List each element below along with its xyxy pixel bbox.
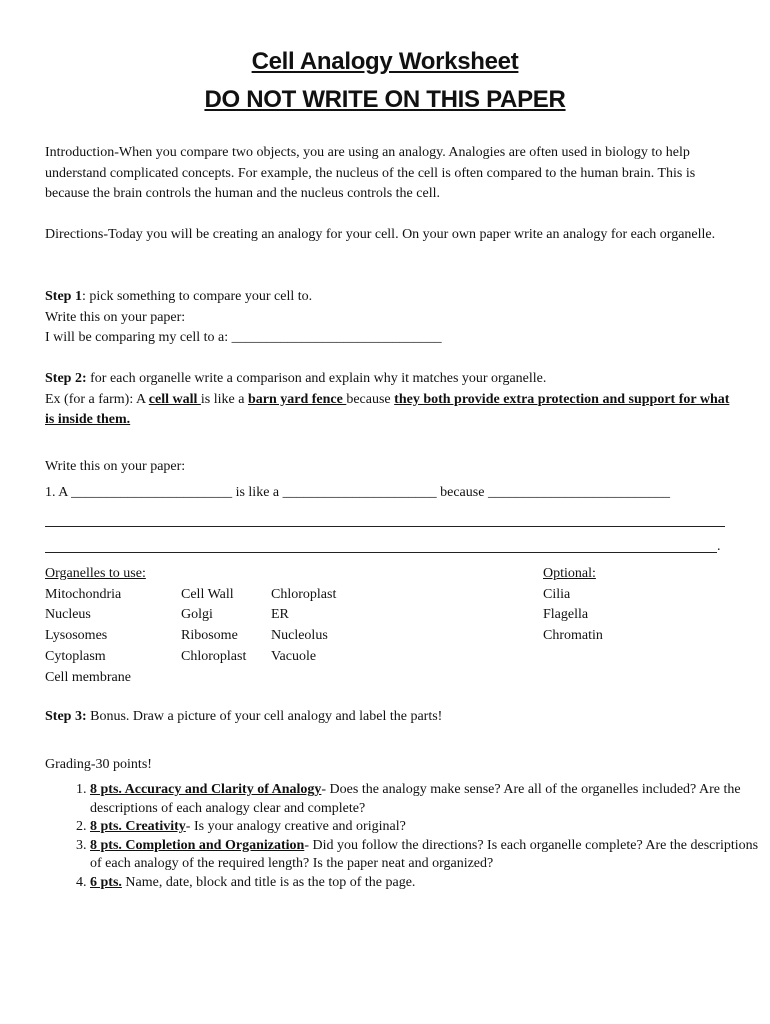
organelles-col2 (181, 585, 246, 668)
grading-item-text: - Did you follow the directions? Is each organelle complete? Are the descriptions of each analogy of the required length? Is the paper neat and organized? (90, 837, 759, 871)
organelle-item: Golgi (181, 607, 213, 623)
answer-rule-1 (45, 526, 725, 527)
grading-heading: Grading-30 points! (45, 757, 152, 772)
organelle-item: Chloroplast (181, 648, 247, 664)
template-a: 1. A (45, 485, 68, 500)
organelle-item: Vacuole (271, 648, 317, 664)
step1-block (45, 287, 730, 349)
directions-paragraph: Directions-Today you will be creating an analogy for your cell. On your own paper write an analogy for each organelle. (45, 227, 716, 242)
organelle-item: Nucleolus (271, 628, 328, 644)
organelles-optional (543, 564, 603, 647)
answer-rule-2 (45, 552, 717, 553)
introduction-paragraph: Introduction-When you compare two objects, you are using an analogy. Analogies are often used in biology to help understand complicated concepts. For example, the nucleus of the cell is often compared to the human brain. This is because the brain controls the human and the nucleus controls the cell. (45, 145, 696, 201)
step2-label: Step 2: (45, 371, 87, 386)
organelles-col3 (271, 585, 336, 668)
template-is-like: is like a (235, 485, 280, 500)
step1-line2: Write this on your paper: (45, 309, 186, 325)
organelle-item: Cell Wall (181, 586, 234, 602)
grading-item-text: - Is your analogy creative and original? (185, 819, 406, 834)
answer-period: . (717, 539, 721, 554)
grading-item-points: 8 pts. Completion and Organization (90, 837, 305, 853)
step2-example (45, 390, 730, 431)
organelle-item: Nucleus (45, 607, 91, 623)
grading-item (90, 781, 770, 818)
step1-text: : pick something to compare your cell to. (81, 289, 313, 304)
organelle-item: Cilia (543, 586, 571, 602)
grading-item-text: Name, date, block and title is as the top of the page. (121, 874, 416, 890)
example-because: because (346, 391, 395, 407)
worksheet-subtitle: DO NOT WRITE ON THIS PAPER (204, 86, 566, 113)
grading-item (90, 837, 770, 874)
template-blank2: ______________________ (282, 485, 437, 500)
organelle-item: ER (271, 607, 289, 623)
grading-list (45, 781, 770, 892)
example-fence: barn yard fence (247, 391, 347, 407)
organelles-heading: Organelles to use: (45, 566, 146, 581)
example-reason: they both provide extra protection and support for what is inside them. (45, 391, 730, 427)
grading-item-points: 6 pts. (90, 874, 122, 890)
grading-item (90, 818, 770, 837)
step2-block (45, 369, 730, 431)
template-line (45, 483, 670, 503)
grading-item-points: 8 pts. Accuracy and Clarity of Analogy (90, 782, 322, 797)
step3-text: Bonus. Draw a picture of your cell analogy and label the parts! (86, 709, 443, 724)
template-blank1: _______________________ (71, 485, 233, 500)
template-blank3: __________________________ (487, 485, 670, 500)
step3-label: Step 3: (45, 709, 87, 724)
organelle-item: Lysosomes (45, 628, 108, 644)
step2-text: for each organelle write a comparison and explain why it matches your organelle. (86, 371, 547, 386)
step1-label: Step 1 (45, 289, 82, 304)
grading-item (90, 874, 770, 893)
organelles-col1 (45, 564, 146, 688)
organelle-item: Chromatin (543, 628, 603, 644)
organelle-item: Cell membrane (45, 669, 131, 685)
organelle-item: Flagella (543, 607, 589, 623)
template-because: because (440, 485, 485, 500)
optional-heading: Optional: (543, 566, 596, 581)
organelle-item: Mitochondria (45, 586, 122, 602)
example-cell-wall: cell wall (148, 391, 201, 407)
example-prefix: Ex (for a farm): A (45, 391, 149, 407)
organelle-item: Cytoplasm (45, 648, 106, 664)
grading-item-points: 8 pts. Creativity (90, 819, 186, 834)
organelle-item: Ribosome (181, 628, 238, 644)
step3-line (45, 707, 442, 727)
worksheet-title: Cell Analogy Worksheet (251, 48, 519, 75)
example-is-like: is like a (200, 391, 248, 407)
write-this-label: Write this on your paper: (45, 459, 186, 474)
organelle-item: Chloroplast (271, 586, 337, 602)
grading-item-text: - Does the analogy make sense? Are all of the organelles included? Are the descriptions of each analogy clear and complete? (90, 782, 741, 816)
step1-line3: I will be comparing my cell to a: ______________________________ (45, 330, 442, 345)
